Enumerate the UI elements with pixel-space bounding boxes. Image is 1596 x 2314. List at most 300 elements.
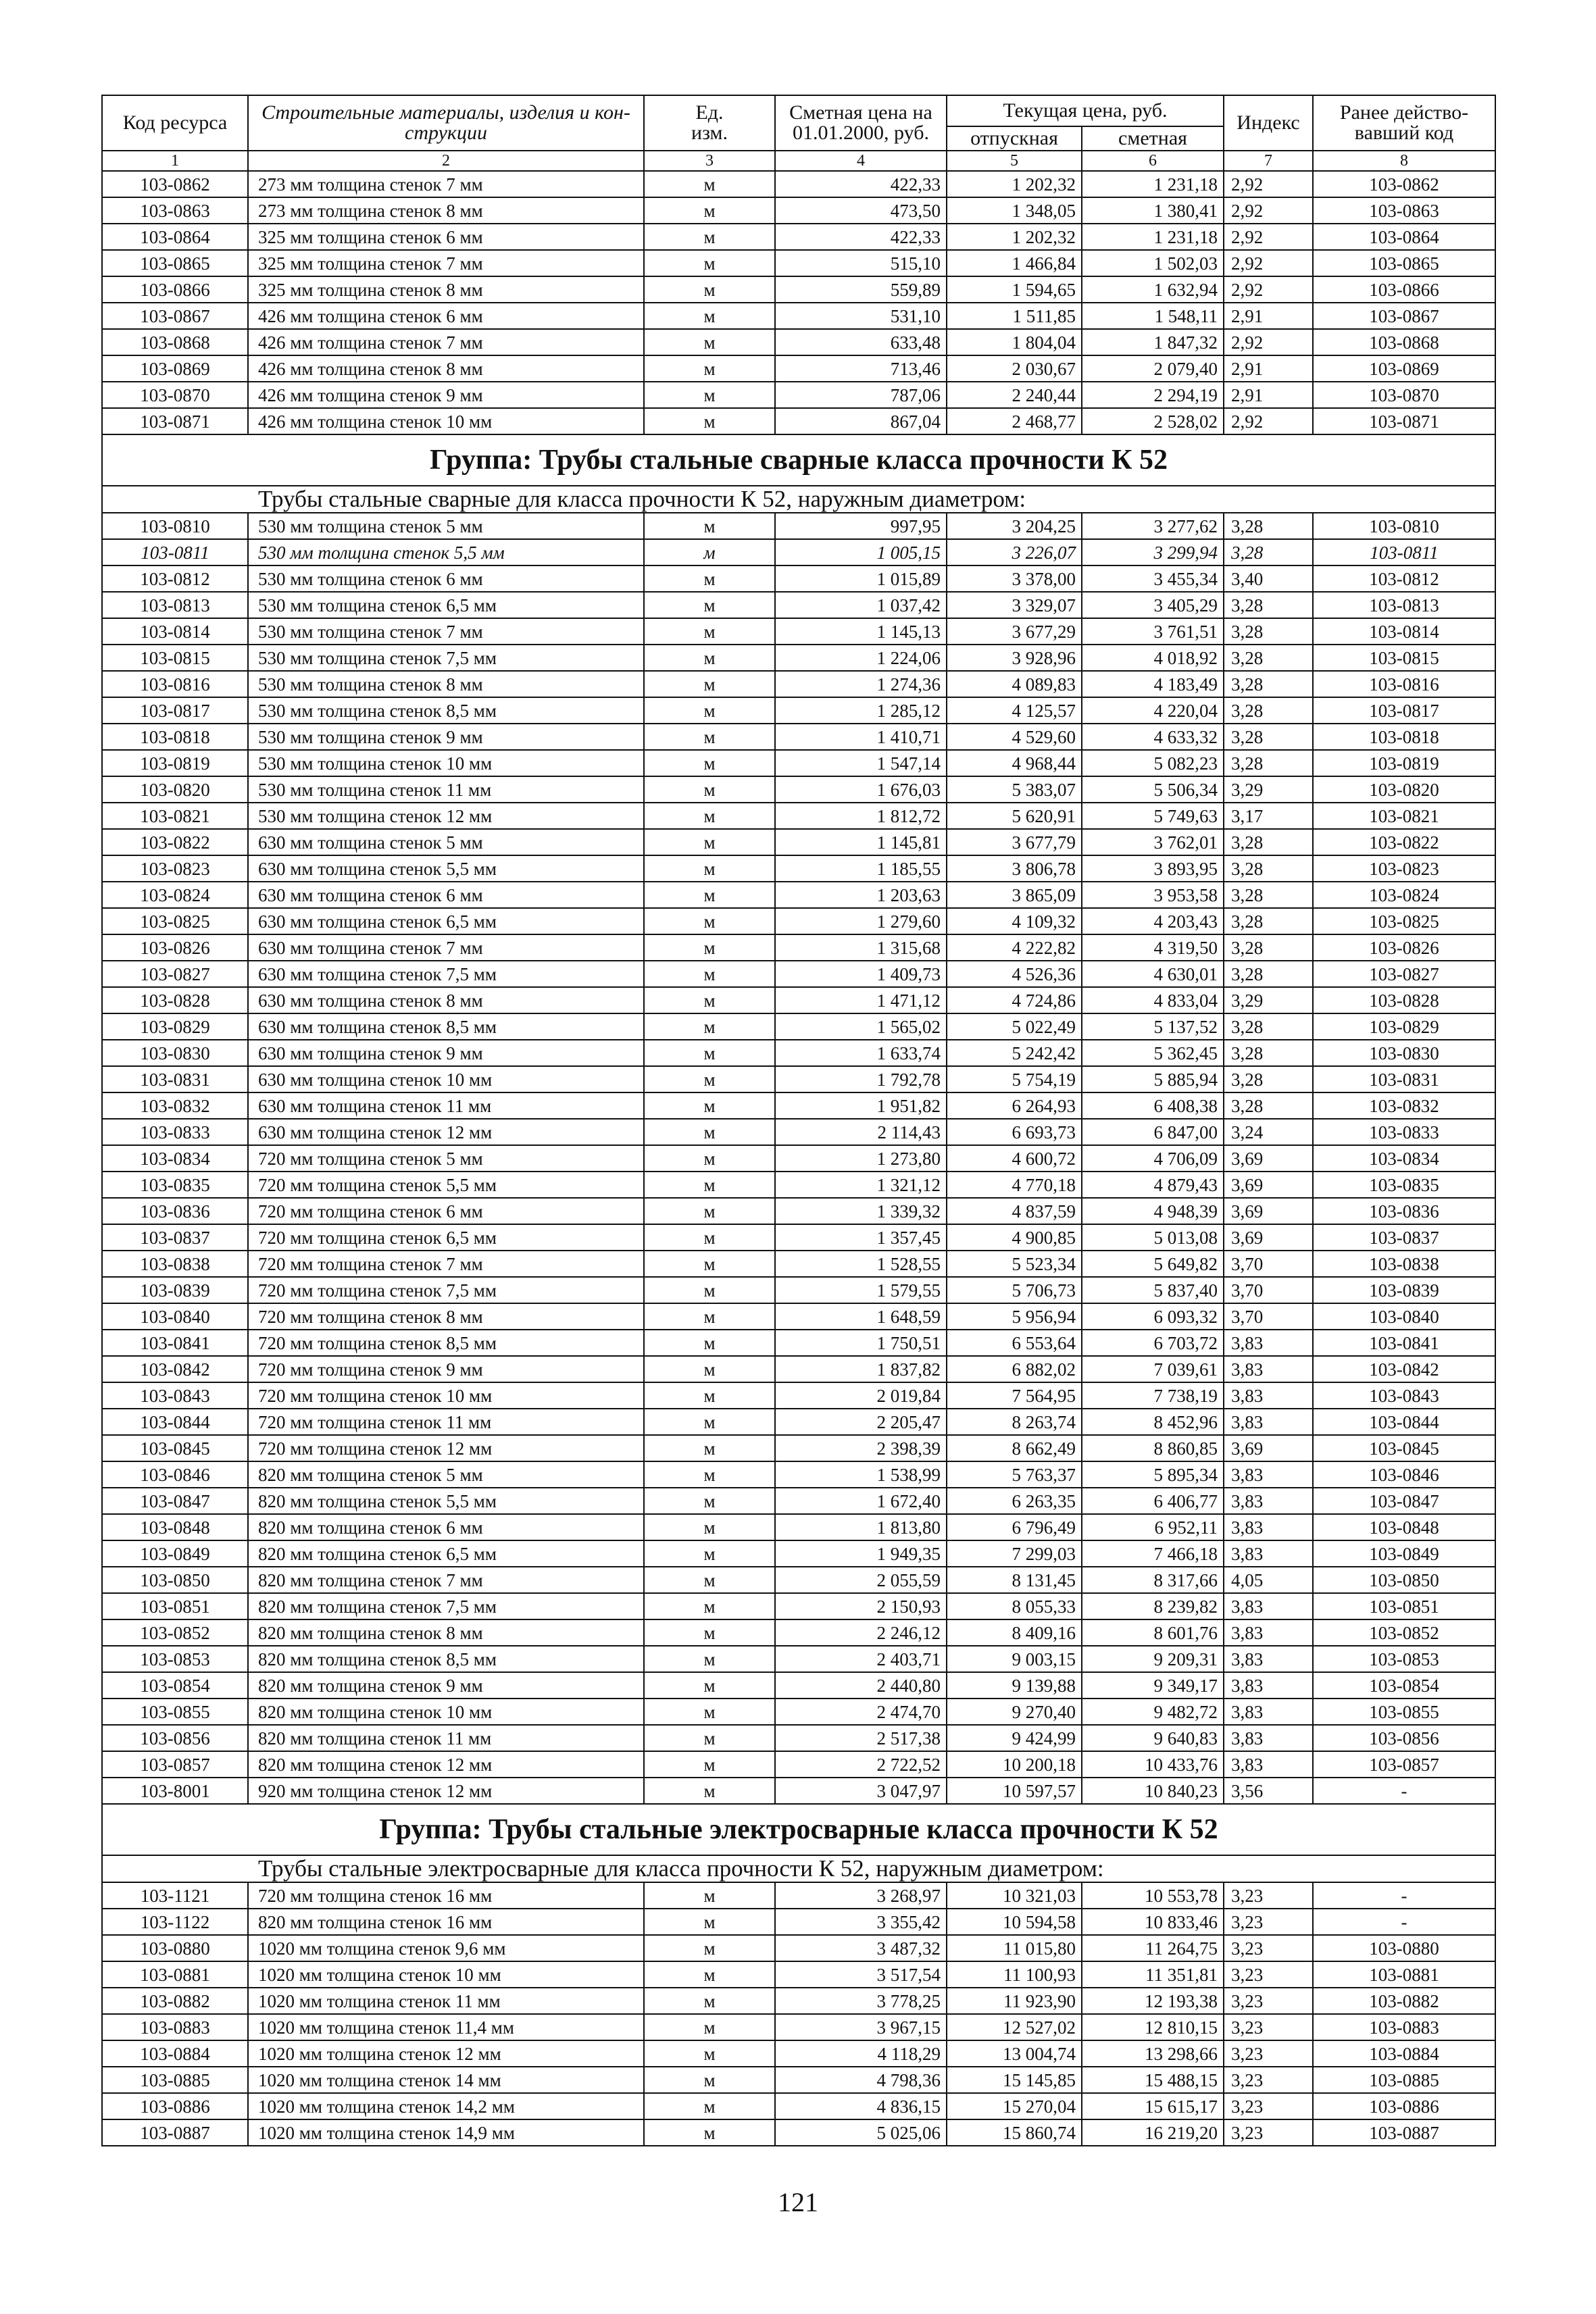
base-price-cell: 1 037,42 [775,592,947,618]
base-price-cell: 1 279,60 [775,908,947,934]
previous-code-cell: 103-0831 [1313,1066,1495,1092]
release-price-cell: 9 003,15 [947,1646,1082,1672]
release-price-cell: 6 693,73 [947,1119,1082,1145]
resource-code-cell: 103-0829 [102,1013,248,1040]
material-name-cell: 820 мм толщина стенок 8 мм [248,1619,644,1646]
header-prev-line2: вавший код [1354,122,1454,144]
material-name-cell: 720 мм толщина стенок 10 мм [248,1382,644,1409]
unit-cell: м [644,1172,775,1198]
release-price-cell: 8 055,33 [947,1593,1082,1619]
table-row [102,1882,1495,1909]
index-cell: 3,70 [1224,1303,1313,1330]
base-price-cell: 1 410,71 [775,724,947,750]
previous-code-cell: 103-0853 [1313,1646,1495,1672]
resource-code-cell: 103-0846 [102,1461,248,1488]
previous-code-cell: 103-0815 [1313,645,1495,671]
base-price-cell: 1 812,72 [775,803,947,829]
header-base-line1: Сметная цена на [789,101,932,124]
material-name-cell: 720 мм толщина стенок 7 мм [248,1251,644,1277]
estimate-price-cell: 6 093,32 [1082,1303,1224,1330]
release-price-cell: 11 015,80 [947,1935,1082,1961]
base-price-cell: 1 565,02 [775,1013,947,1040]
index-cell: 3,83 [1224,1619,1313,1646]
resource-code-cell: 103-0842 [102,1356,248,1382]
table-row [102,1619,1495,1646]
estimate-price-cell: 3 953,58 [1082,882,1224,908]
index-cell: 3,83 [1224,1593,1313,1619]
previous-code-cell: 103-0830 [1313,1040,1495,1066]
material-name-cell: 630 мм толщина стенок 8,5 мм [248,1013,644,1040]
table-row [102,1251,1495,1277]
table-row [102,1013,1495,1040]
table-row [102,250,1495,276]
index-cell: 3,83 [1224,1540,1313,1567]
resource-code-cell: 103-0820 [102,776,248,803]
resource-code-cell: 103-0840 [102,1303,248,1330]
unit-cell: м [644,1961,775,1988]
previous-code-cell: 103-0856 [1313,1725,1495,1751]
estimate-price-cell: 6 703,72 [1082,1330,1224,1356]
estimate-price-cell: 5 013,08 [1082,1224,1224,1251]
table-body [102,171,1495,2146]
base-price-cell: 1 792,78 [775,1066,947,1092]
index-cell: 3,83 [1224,1672,1313,1699]
table-row [102,1145,1495,1172]
unit-cell: м [644,1514,775,1540]
material-name-cell: 720 мм толщина стенок 6,5 мм [248,1224,644,1251]
table-row [102,1277,1495,1303]
previous-code-cell: 103-0827 [1313,961,1495,987]
table-row [102,1909,1495,1935]
resource-code-cell: 103-0813 [102,592,248,618]
previous-code-cell: 103-0817 [1313,697,1495,724]
base-price-cell: 531,10 [775,303,947,329]
release-price-cell: 9 270,40 [947,1699,1082,1725]
unit-cell: м [644,961,775,987]
release-price-cell: 3 329,07 [947,592,1082,618]
release-price-cell: 1 202,32 [947,171,1082,197]
index-cell: 2,92 [1224,197,1313,224]
resource-code-cell: 103-0838 [102,1251,248,1277]
resource-code-cell: 103-0851 [102,1593,248,1619]
estimate-price-cell: 4 833,04 [1082,987,1224,1013]
table-row [102,2014,1495,2040]
estimate-price-cell: 5 837,40 [1082,1277,1224,1303]
release-price-cell: 4 526,36 [947,961,1082,987]
base-price-cell: 3 517,54 [775,1961,947,1988]
resource-code-cell: 103-0823 [102,855,248,882]
estimate-price-cell: 5 885,94 [1082,1066,1224,1092]
release-price-cell: 2 030,67 [947,355,1082,382]
material-name-cell: 530 мм толщина стенок 9 мм [248,724,644,750]
unit-cell: м [644,1013,775,1040]
unit-cell: м [644,592,775,618]
previous-code-cell: 103-0818 [1313,724,1495,750]
release-price-cell: 9 139,88 [947,1672,1082,1699]
table-row [102,882,1495,908]
unit-cell: м [644,1461,775,1488]
table-row [102,1935,1495,1961]
table-row [102,276,1495,303]
base-price-cell: 1 285,12 [775,697,947,724]
resource-code-cell: 103-0884 [102,2040,248,2067]
resource-code-cell: 103-0815 [102,645,248,671]
index-cell: 2,91 [1224,355,1313,382]
resource-code-cell: 103-0869 [102,355,248,382]
estimate-price-cell: 5 749,63 [1082,803,1224,829]
material-name-cell: 530 мм толщина стенок 6,5 мм [248,592,644,618]
material-name-cell: 820 мм толщина стенок 6 мм [248,1514,644,1540]
resource-code-cell: 103-0882 [102,1988,248,2014]
table-row [102,1567,1495,1593]
estimate-price-cell: 4 319,50 [1082,934,1224,961]
base-price-cell: 2 055,59 [775,1567,947,1593]
material-name-cell: 530 мм толщина стенок 5,5 мм [248,539,644,565]
unit-cell: м [644,1699,775,1725]
material-name-cell: 720 мм толщина стенок 6 мм [248,1198,644,1224]
resource-code-cell: 103-0865 [102,250,248,276]
resource-code-cell: 103-0870 [102,382,248,408]
index-cell: 3,28 [1224,1013,1313,1040]
previous-code-cell: 103-0849 [1313,1540,1495,1567]
index-cell: 3,23 [1224,2067,1313,2093]
index-cell: 4,05 [1224,1567,1313,1593]
index-cell: 2,92 [1224,250,1313,276]
estimate-price-cell: 4 220,04 [1082,697,1224,724]
previous-code-cell: 103-0883 [1313,2014,1495,2040]
unit-cell: м [644,1092,775,1119]
unit-cell: м [644,1593,775,1619]
unit-cell: м [644,303,775,329]
unit-cell: м [644,618,775,645]
previous-code-cell: 103-0816 [1313,671,1495,697]
base-price-cell: 1 005,15 [775,539,947,565]
base-price-cell: 1 648,59 [775,1303,947,1330]
release-price-cell: 3 928,96 [947,645,1082,671]
material-name-cell: 630 мм толщина стенок 5 мм [248,829,644,855]
estimate-price-cell: 16 219,20 [1082,2119,1224,2146]
material-name-cell: 1020 мм толщина стенок 14 мм [248,2067,644,2093]
estimate-price-cell: 3 455,34 [1082,565,1224,592]
estimate-price-cell: 13 298,66 [1082,2040,1224,2067]
previous-code-cell: 103-0814 [1313,618,1495,645]
previous-code-cell: 103-0851 [1313,1593,1495,1619]
base-price-cell: 422,33 [775,171,947,197]
table-row [102,1435,1495,1461]
estimate-price-cell: 1 548,11 [1082,303,1224,329]
base-price-cell: 2 205,47 [775,1409,947,1435]
material-name-cell: 273 мм толщина стенок 8 мм [248,197,644,224]
unit-cell: м [644,987,775,1013]
previous-code-cell: 103-0870 [1313,382,1495,408]
base-price-cell: 1 321,12 [775,1172,947,1198]
resource-code-cell: 103-0862 [102,171,248,197]
estimate-price-cell: 1 632,94 [1082,276,1224,303]
group-subtitle: Трубы стальные электросварные для класса прочности К 52, наружным диаметром: [102,1855,1495,1882]
previous-code-cell: 103-0812 [1313,565,1495,592]
material-name-cell: 426 мм толщина стенок 6 мм [248,303,644,329]
estimate-price-cell: 8 452,96 [1082,1409,1224,1435]
material-name-cell: 820 мм толщина стенок 16 мм [248,1909,644,1935]
table-row [102,697,1495,724]
column-number: 4 [775,151,947,171]
unit-cell: м [644,513,775,539]
table-row [102,1092,1495,1119]
index-cell: 3,24 [1224,1119,1313,1145]
estimate-price-cell: 3 299,94 [1082,539,1224,565]
material-name-cell: 720 мм толщина стенок 16 мм [248,1882,644,1909]
index-cell: 3,83 [1224,1330,1313,1356]
release-price-cell: 5 022,49 [947,1013,1082,1040]
base-price-cell: 1 471,12 [775,987,947,1013]
column-number-row [102,151,1495,171]
resource-code-cell: 103-0857 [102,1751,248,1778]
release-price-cell: 8 131,45 [947,1567,1082,1593]
base-price-cell: 1 949,35 [775,1540,947,1567]
release-price-cell: 8 409,16 [947,1619,1082,1646]
table-row [102,2119,1495,2146]
previous-code-cell: 103-0842 [1313,1356,1495,1382]
unit-cell: м [644,2040,775,2067]
index-cell: 2,92 [1224,276,1313,303]
base-price-cell: 1 579,55 [775,1277,947,1303]
unit-cell: м [644,565,775,592]
release-price-cell: 4 222,82 [947,934,1082,961]
material-name-cell: 820 мм толщина стенок 6,5 мм [248,1540,644,1567]
release-price-cell: 7 564,95 [947,1382,1082,1409]
material-name-cell: 820 мм толщина стенок 8,5 мм [248,1646,644,1672]
estimate-price-cell: 3 277,62 [1082,513,1224,539]
unit-cell: м [644,408,775,434]
release-price-cell: 4 109,32 [947,908,1082,934]
material-name-cell: 820 мм толщина стенок 7 мм [248,1567,644,1593]
material-name-cell: 530 мм толщина стенок 5 мм [248,513,644,539]
previous-code-cell: 103-0819 [1313,750,1495,776]
table-row [102,329,1495,355]
release-price-cell: 6 882,02 [947,1356,1082,1382]
unit-cell: м [644,1435,775,1461]
index-cell: 3,28 [1224,618,1313,645]
release-price-cell: 10 200,18 [947,1751,1082,1778]
material-name-cell: 720 мм толщина стенок 5,5 мм [248,1172,644,1198]
previous-code-cell: 103-0822 [1313,829,1495,855]
estimate-price-cell: 3 761,51 [1082,618,1224,645]
unit-cell: м [644,539,775,565]
unit-cell: м [644,1382,775,1409]
unit-cell: м [644,382,775,408]
group-subtitle: Трубы стальные сварные для класса прочности К 52, наружным диаметром: [102,486,1495,513]
estimate-price-cell: 2 294,19 [1082,382,1224,408]
group-title: Группа: Трубы стальные сварные класса прочности К 52 [102,434,1495,486]
previous-code-cell: 103-0867 [1313,303,1495,329]
material-name-cell: 530 мм толщина стенок 6 мм [248,565,644,592]
previous-code-cell: 103-0844 [1313,1409,1495,1435]
base-price-cell: 1 538,99 [775,1461,947,1488]
estimate-price-cell: 8 317,66 [1082,1567,1224,1593]
unit-cell: м [644,1935,775,1961]
estimate-price-cell: 5 137,52 [1082,1013,1224,1040]
resource-code-cell: 103-0810 [102,513,248,539]
header-materials [248,95,644,151]
unit-cell: м [644,1224,775,1251]
table-row [102,1224,1495,1251]
release-price-cell: 3 226,07 [947,539,1082,565]
base-price-cell: 559,89 [775,276,947,303]
resource-code-cell: 103-0814 [102,618,248,645]
previous-code-cell: 103-0839 [1313,1277,1495,1303]
previous-code-cell: 103-0813 [1313,592,1495,618]
unit-cell: м [644,724,775,750]
header-materials-line2: струкции [405,122,487,144]
resource-code-cell: 103-0845 [102,1435,248,1461]
resource-code-cell: 103-0883 [102,2014,248,2040]
unit-cell: м [644,1277,775,1303]
resource-code-cell: 103-0887 [102,2119,248,2146]
unit-cell: м [644,1909,775,1935]
table-row [102,1725,1495,1751]
material-name-cell: 530 мм толщина стенок 12 мм [248,803,644,829]
index-cell: 3,28 [1224,697,1313,724]
base-price-cell: 1 203,63 [775,882,947,908]
material-name-cell: 530 мм толщина стенок 8,5 мм [248,697,644,724]
unit-cell: м [644,197,775,224]
resource-code-cell: 103-0871 [102,408,248,434]
material-name-cell: 820 мм толщина стенок 12 мм [248,1751,644,1778]
index-cell: 3,83 [1224,1488,1313,1514]
resource-code-cell: 103-0849 [102,1540,248,1567]
base-price-cell: 1 273,80 [775,1145,947,1172]
base-price-cell: 1 528,55 [775,1251,947,1277]
table-row [102,1382,1495,1409]
estimate-price-cell: 7 738,19 [1082,1382,1224,1409]
previous-code-cell: 103-0855 [1313,1699,1495,1725]
group-subtitle-row [102,486,1495,513]
index-cell: 3,23 [1224,1882,1313,1909]
index-cell: 3,28 [1224,882,1313,908]
previous-code-cell: 103-0829 [1313,1013,1495,1040]
resource-code-cell: 103-0834 [102,1145,248,1172]
unit-cell: м [644,1409,775,1435]
release-price-cell: 8 662,49 [947,1435,1082,1461]
resource-code-cell: 103-1122 [102,1909,248,1935]
table-row [102,592,1495,618]
index-cell: 3,69 [1224,1145,1313,1172]
unit-cell: м [644,1882,775,1909]
previous-code-cell: 103-0835 [1313,1172,1495,1198]
estimate-price-cell: 8 601,76 [1082,1619,1224,1646]
estimate-price-cell: 2 079,40 [1082,355,1224,382]
resource-code-cell: 103-0832 [102,1092,248,1119]
release-price-cell: 9 424,99 [947,1725,1082,1751]
release-price-cell: 11 100,93 [947,1961,1082,1988]
estimate-price-cell: 5 895,34 [1082,1461,1224,1488]
unit-cell: м [644,1330,775,1356]
previous-code-cell: 103-0886 [1313,2093,1495,2119]
release-price-cell: 4 089,83 [947,671,1082,697]
estimate-price-cell: 1 847,32 [1082,329,1224,355]
release-price-cell: 5 383,07 [947,776,1082,803]
index-cell: 3,23 [1224,2040,1313,2067]
unit-cell: м [644,1567,775,1593]
unit-cell: м [644,1619,775,1646]
table-row [102,1119,1495,1145]
resource-code-cell: 103-0850 [102,1567,248,1593]
unit-cell: м [644,171,775,197]
release-price-cell: 7 299,03 [947,1540,1082,1567]
table-row [102,934,1495,961]
previous-code-cell: 103-0825 [1313,908,1495,934]
base-price-cell: 1 951,82 [775,1092,947,1119]
base-price-cell: 2 150,93 [775,1593,947,1619]
previous-code-cell: - [1313,1778,1495,1804]
table-row [102,1488,1495,1514]
previous-code-cell: 103-0836 [1313,1198,1495,1224]
unit-cell: м [644,276,775,303]
estimate-price-cell: 10 433,76 [1082,1751,1224,1778]
base-price-cell: 1 409,73 [775,961,947,987]
previous-code-cell: - [1313,1882,1495,1909]
base-price-cell: 1 633,74 [775,1040,947,1066]
material-name-cell: 820 мм толщина стенок 7,5 мм [248,1593,644,1619]
release-price-cell: 6 796,49 [947,1514,1082,1540]
base-price-cell: 3 487,32 [775,1935,947,1961]
index-cell: 3,83 [1224,1461,1313,1488]
base-price-cell: 713,46 [775,355,947,382]
index-cell: 3,23 [1224,1961,1313,1988]
index-cell: 3,28 [1224,829,1313,855]
resource-code-cell: 103-0818 [102,724,248,750]
release-price-cell: 15 860,74 [947,2119,1082,2146]
estimate-price-cell: 9 349,17 [1082,1672,1224,1699]
table-row [102,1751,1495,1778]
page-number: 121 [778,2187,818,2217]
base-price-cell: 2 246,12 [775,1619,947,1646]
base-price-cell: 787,06 [775,382,947,408]
material-name-cell: 820 мм толщина стенок 5,5 мм [248,1488,644,1514]
index-cell: 2,92 [1224,408,1313,434]
material-name-cell: 630 мм толщина стенок 6,5 мм [248,908,644,934]
material-name-cell: 530 мм толщина стенок 11 мм [248,776,644,803]
base-price-cell: 2 517,38 [775,1725,947,1751]
unit-cell: м [644,2119,775,2146]
release-price-cell: 3 677,79 [947,829,1082,855]
release-price-cell: 1 804,04 [947,329,1082,355]
index-cell: 3,83 [1224,1646,1313,1672]
base-price-cell: 1 274,36 [775,671,947,697]
table-header [102,95,1495,171]
release-price-cell: 1 202,32 [947,224,1082,250]
material-name-cell: 720 мм толщина стенок 8,5 мм [248,1330,644,1356]
index-cell: 3,28 [1224,1040,1313,1066]
previous-code-cell: 103-0847 [1313,1488,1495,1514]
previous-code-cell: 103-0880 [1313,1935,1495,1961]
index-cell: 3,83 [1224,1514,1313,1540]
base-price-cell: 4 798,36 [775,2067,947,2093]
unit-cell: м [644,1303,775,1330]
release-price-cell: 10 594,58 [947,1909,1082,1935]
material-name-cell: 1020 мм толщина стенок 11,4 мм [248,2014,644,2040]
release-price-cell: 5 242,42 [947,1040,1082,1066]
index-cell: 3,28 [1224,855,1313,882]
table-row [102,776,1495,803]
previous-code-cell: 103-0868 [1313,329,1495,355]
estimate-price-cell: 6 952,11 [1082,1514,1224,1540]
material-name-cell: 426 мм толщина стенок 7 мм [248,329,644,355]
resource-code-cell: 103-0821 [102,803,248,829]
release-price-cell: 12 527,02 [947,2014,1082,2040]
table-row [102,1461,1495,1488]
unit-cell: м [644,1751,775,1778]
